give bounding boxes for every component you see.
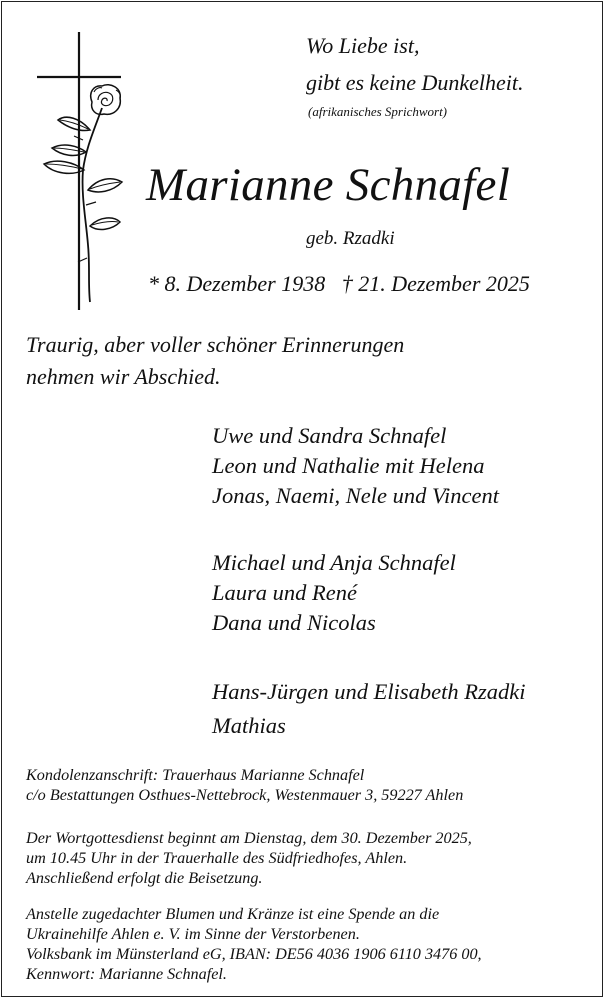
service-info bbox=[26, 828, 472, 888]
donation-info bbox=[26, 904, 482, 984]
mourner-group-3 bbox=[212, 675, 526, 743]
donation-line-2: Ukrainehilfe Ahlen e. V. im Sinne der Verstorbenen. bbox=[26, 925, 360, 943]
donation-line-3: Volksbank im Münsterland eG, IBAN: DE56 4036 1906 6110 3476 00, bbox=[26, 945, 482, 963]
quote-line-2: gibt es keine Dunkelheit. bbox=[306, 70, 524, 95]
service-line-3: Anschließend erfolgt die Beisetzung. bbox=[26, 869, 263, 887]
mourner-line: Uwe und Sandra Schnafel bbox=[212, 423, 447, 448]
intro-line-1: Traurig, aber voller schöner Erinnerungen bbox=[26, 332, 405, 357]
mourner-line: Jonas, Naemi, Nele und Vincent bbox=[212, 483, 500, 508]
donation-line-1: Anstelle zugedachter Blumen und Kränze ist eine Spende an die bbox=[26, 905, 440, 923]
intro-line-2: nehmen wir Abschied. bbox=[26, 364, 221, 389]
birth-name: geb. Rzadki bbox=[306, 228, 395, 249]
condolence-line-2: c/o Bestattungen Osthues-Nettebrock, Westenmauer 3, 59227 Ahlen bbox=[26, 786, 464, 804]
mourner-line: Dana und Nicolas bbox=[212, 610, 376, 635]
condolence-line-1: Kondolenzanschrift: Trauerhaus Marianne Schnafel bbox=[26, 766, 365, 784]
mourner-line: Mathias bbox=[212, 713, 286, 738]
cross-with-rose-icon bbox=[30, 30, 130, 315]
service-line-1: Der Wortgottesdienst beginnt am Dienstag, dem 30. Dezember 2025, bbox=[26, 829, 472, 847]
service-line-2: um 10.45 Uhr in der Trauerhalle des Südfriedhofes, Ahlen. bbox=[26, 849, 408, 867]
condolence-address bbox=[26, 765, 463, 805]
mourner-line: Leon und Nathalie mit Helena bbox=[212, 453, 485, 478]
mourner-line: Hans-Jürgen und Elisabeth Rzadki bbox=[212, 679, 526, 704]
deceased-name: Marianne Schnafel bbox=[146, 159, 511, 211]
quote-source: (afrikanisches Sprichwort) bbox=[308, 104, 448, 119]
life-dates: * 8. Dezember 1938 † 21. Dezember 2025 bbox=[148, 271, 530, 296]
mourner-line: Laura und René bbox=[212, 580, 357, 605]
mourner-group-2 bbox=[212, 548, 456, 638]
mourner-line: Michael und Anja Schnafel bbox=[212, 550, 456, 575]
donation-line-4: Kennwort: Marianne Schnafel. bbox=[26, 965, 227, 983]
quote-line-1: Wo Liebe ist, bbox=[306, 33, 420, 58]
mourner-group-1 bbox=[212, 421, 499, 511]
